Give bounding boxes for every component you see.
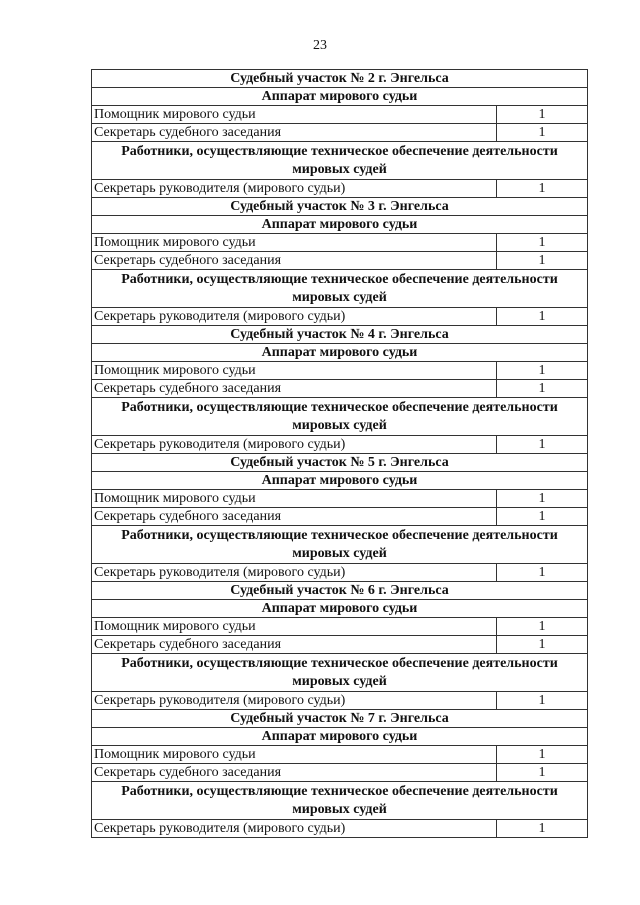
count-cell: 1 xyxy=(497,490,588,508)
table-row xyxy=(92,362,588,380)
section-title: Судебный участок № 4 г. Энгельса xyxy=(92,326,588,344)
apparatus-header-row xyxy=(92,216,588,234)
position-cell: Секретарь судебного заседания xyxy=(92,124,497,142)
workers-header: Работники, осуществляющие техническое обеспечение деятельности мировых судей xyxy=(92,142,588,180)
section-title: Судебный участок № 6 г. Энгельса xyxy=(92,582,588,600)
count-cell: 1 xyxy=(497,508,588,526)
position-cell: Секретарь судебного заседания xyxy=(92,380,497,398)
position-cell: Секретарь руководителя (мирового судьи) xyxy=(92,564,497,582)
count-cell: 1 xyxy=(497,380,588,398)
apparatus-header: Аппарат мирового судьи xyxy=(92,600,588,618)
position-cell: Секретарь руководителя (мирового судьи) xyxy=(92,436,497,454)
count-cell: 1 xyxy=(497,362,588,380)
count-cell: 1 xyxy=(497,180,588,198)
position-cell: Помощник мирового судьи xyxy=(92,234,497,252)
count-cell: 1 xyxy=(497,252,588,270)
count-cell: 1 xyxy=(497,764,588,782)
count-cell: 1 xyxy=(497,234,588,252)
count-cell: 1 xyxy=(497,618,588,636)
section-title: Судебный участок № 3 г. Энгельса xyxy=(92,198,588,216)
count-cell: 1 xyxy=(497,564,588,582)
count-cell: 1 xyxy=(497,436,588,454)
position-cell: Помощник мирового судьи xyxy=(92,106,497,124)
table-row xyxy=(92,508,588,526)
workers-header: Работники, осуществляющие техническое обеспечение деятельности мировых судей xyxy=(92,398,588,436)
section-title-row xyxy=(92,582,588,600)
workers-header: Работники, осуществляющие техническое обеспечение деятельности мировых судей xyxy=(92,654,588,692)
table-row xyxy=(92,180,588,198)
table-row xyxy=(92,820,588,838)
position-cell: Помощник мирового судьи xyxy=(92,746,497,764)
position-cell: Секретарь судебного заседания xyxy=(92,636,497,654)
table-row xyxy=(92,436,588,454)
position-cell: Секретарь руководителя (мирового судьи) xyxy=(92,180,497,198)
count-cell: 1 xyxy=(497,106,588,124)
workers-header-row xyxy=(92,654,588,692)
workers-header: Работники, осуществляющие техническое обеспечение деятельности мировых судей xyxy=(92,270,588,308)
workers-header-row xyxy=(92,142,588,180)
table-row xyxy=(92,636,588,654)
count-cell: 1 xyxy=(497,124,588,142)
position-cell: Помощник мирового судьи xyxy=(92,362,497,380)
position-cell: Секретарь судебного заседания xyxy=(92,764,497,782)
workers-header-row xyxy=(92,526,588,564)
section-title-row xyxy=(92,198,588,216)
workers-header-row xyxy=(92,398,588,436)
table-row xyxy=(92,618,588,636)
table-row xyxy=(92,308,588,326)
count-cell: 1 xyxy=(497,820,588,838)
table-row xyxy=(92,234,588,252)
section-title-row xyxy=(92,326,588,344)
workers-header-row xyxy=(92,782,588,820)
table-row xyxy=(92,380,588,398)
position-cell: Секретарь руководителя (мирового судьи) xyxy=(92,692,497,710)
section-title: Судебный участок № 2 г. Энгельса xyxy=(92,70,588,88)
apparatus-header-row xyxy=(92,728,588,746)
section-title-row xyxy=(92,710,588,728)
section-title-row xyxy=(92,70,588,88)
apparatus-header: Аппарат мирового судьи xyxy=(92,344,588,362)
section-title: Судебный участок № 7 г. Энгельса xyxy=(92,710,588,728)
workers-header-row xyxy=(92,270,588,308)
section-title-row xyxy=(92,454,588,472)
apparatus-header-row xyxy=(92,344,588,362)
section-title: Судебный участок № 5 г. Энгельса xyxy=(92,454,588,472)
workers-header: Работники, осуществляющие техническое обеспечение деятельности мировых судей xyxy=(92,526,588,564)
table-row xyxy=(92,764,588,782)
position-cell: Секретарь судебного заседания xyxy=(92,508,497,526)
position-cell: Секретарь руководителя (мирового судьи) xyxy=(92,820,497,838)
apparatus-header: Аппарат мирового судьи xyxy=(92,472,588,490)
count-cell: 1 xyxy=(497,692,588,710)
table-row xyxy=(92,106,588,124)
table-row xyxy=(92,252,588,270)
position-cell: Помощник мирового судьи xyxy=(92,490,497,508)
apparatus-header-row xyxy=(92,88,588,106)
apparatus-header-row xyxy=(92,472,588,490)
apparatus-header: Аппарат мирового судьи xyxy=(92,88,588,106)
apparatus-header: Аппарат мирового судьи xyxy=(92,216,588,234)
apparatus-header-row xyxy=(92,600,588,618)
table-row xyxy=(92,124,588,142)
apparatus-header: Аппарат мирового судьи xyxy=(92,728,588,746)
workers-header: Работники, осуществляющие техническое обеспечение деятельности мировых судей xyxy=(92,782,588,820)
page-number: 23 xyxy=(313,38,327,53)
count-cell: 1 xyxy=(497,746,588,764)
position-cell: Помощник мирового судьи xyxy=(92,618,497,636)
table-row xyxy=(92,490,588,508)
table-row xyxy=(92,746,588,764)
count-cell: 1 xyxy=(497,636,588,654)
table-row xyxy=(92,692,588,710)
position-cell: Секретарь руководителя (мирового судьи) xyxy=(92,308,497,326)
position-cell: Секретарь судебного заседания xyxy=(92,252,497,270)
table-row xyxy=(92,564,588,582)
staff-table xyxy=(91,69,588,838)
count-cell: 1 xyxy=(497,308,588,326)
